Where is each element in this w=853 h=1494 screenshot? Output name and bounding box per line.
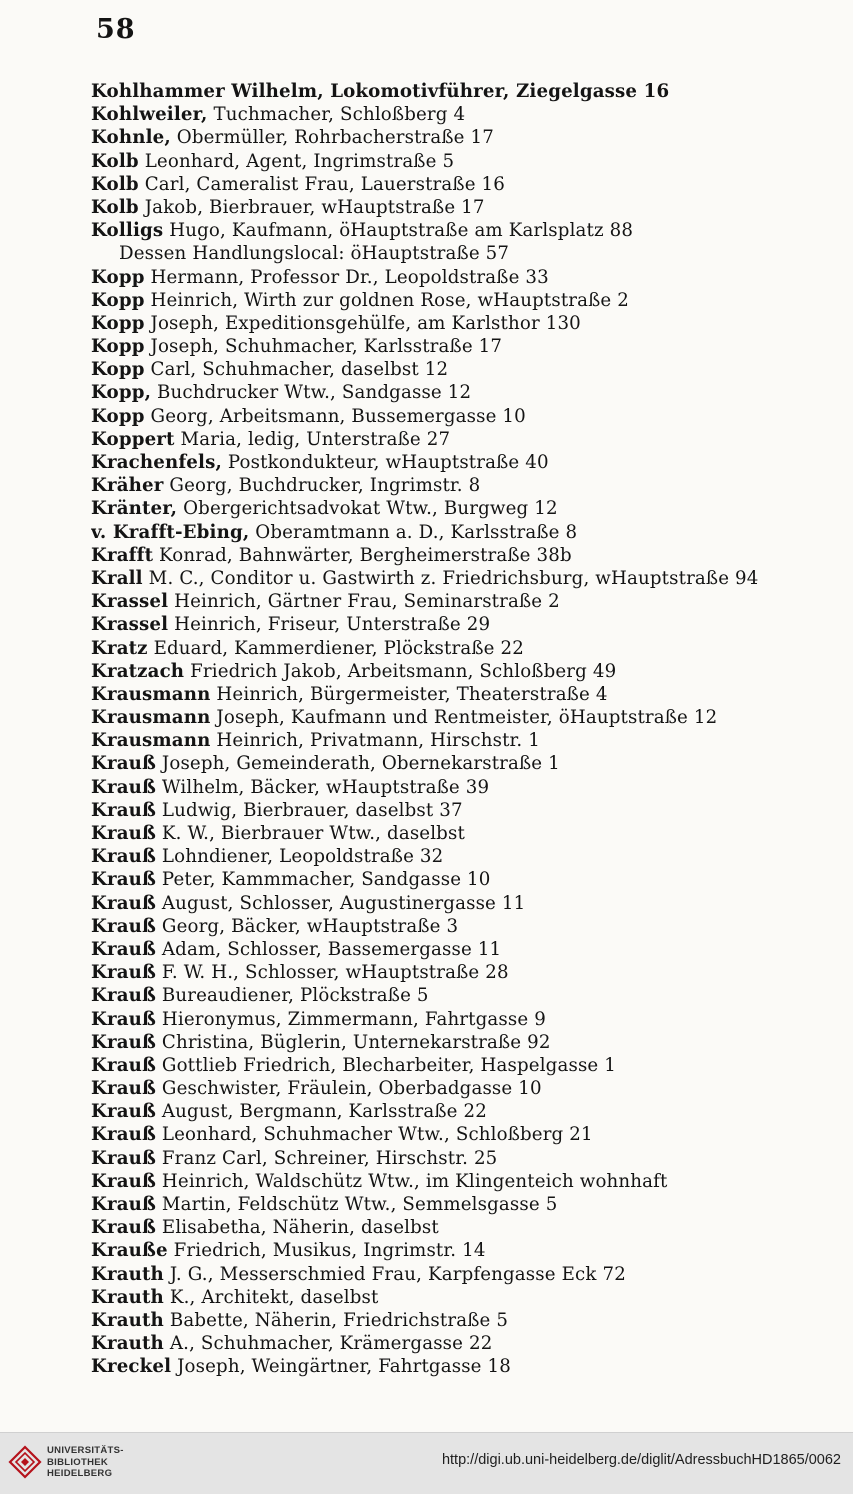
directory-entry bbox=[91, 544, 851, 567]
directory-entry bbox=[91, 126, 851, 149]
directory-entry bbox=[91, 1216, 851, 1239]
directory-entry bbox=[91, 196, 851, 219]
entry-details: Hermann, Professor Dr., Leopoldstraße 33 bbox=[144, 266, 549, 288]
directory-entry bbox=[91, 1100, 851, 1123]
directory-entry bbox=[91, 892, 851, 915]
entry-details: Carl, Cameralist Frau, Lauerstraße 16 bbox=[138, 173, 505, 195]
entry-surname: Krauß bbox=[91, 1031, 156, 1053]
entry-surname: Krauß bbox=[91, 1078, 156, 1100]
entry-surname: Krauß bbox=[91, 1170, 156, 1192]
entry-details: Dessen Handlungslocal: öHauptstraße 57 bbox=[119, 243, 510, 265]
page-number: 58 bbox=[96, 14, 136, 45]
entry-surname: Krachenfels, bbox=[91, 452, 222, 473]
entry-details: Joseph, Gemeinderath, Obernekarstraße 1 bbox=[155, 753, 560, 775]
entry-details: Joseph, Kaufmann und Rentmeister, öHauptstraße 12 bbox=[210, 707, 718, 729]
directory-entry bbox=[91, 289, 851, 312]
entry-details: Peter, Kammmacher, Sandgasse 10 bbox=[155, 869, 491, 891]
directory-entry bbox=[91, 938, 851, 961]
directory-entry bbox=[91, 660, 851, 683]
entry-details: Heinrich, Gärtner Frau, Seminarstraße 2 bbox=[168, 591, 560, 613]
directory-entry bbox=[91, 1123, 851, 1146]
directory-entry bbox=[91, 173, 851, 196]
entry-details: Franz Carl, Schreiner, Hirschstr. 25 bbox=[155, 1147, 498, 1169]
entry-details: Oberamtmann a. D., Karlsstraße 8 bbox=[249, 521, 578, 543]
source-url-link[interactable]: http://digi.ub.uni-heidelberg.de/diglit/AdressbuchHD1865/0062 bbox=[441, 1452, 841, 1468]
entry-details: Wilhelm, Bäcker, wHauptstraße 39 bbox=[155, 776, 490, 798]
entry-surname: Krauth bbox=[91, 1333, 164, 1355]
directory-entry bbox=[91, 752, 851, 775]
entry-details: J. G., Messerschmied Frau, Karpfengasse Eck 72 bbox=[163, 1263, 626, 1285]
directory-entry bbox=[91, 1309, 851, 1332]
entry-surname: Krauß bbox=[91, 846, 156, 868]
entry-surname: Krauß bbox=[91, 799, 156, 821]
entry-surname: Kopp bbox=[91, 289, 145, 311]
directory-entry bbox=[91, 729, 851, 752]
entry-details: Adam, Schlosser, Bassemergasse 11 bbox=[155, 938, 502, 960]
entry-surname: Koppert bbox=[91, 428, 175, 450]
directory-entry bbox=[91, 381, 851, 404]
directory-entry bbox=[91, 428, 851, 451]
directory-entry bbox=[91, 845, 851, 868]
entry-surname: Krauth bbox=[91, 1309, 164, 1331]
directory-entry bbox=[91, 868, 851, 891]
entry-surname: Krauth bbox=[91, 1286, 164, 1308]
directory-entry bbox=[91, 219, 851, 242]
entry-details: Georg, Bäcker, wHauptstraße 3 bbox=[155, 915, 459, 937]
directory-entry bbox=[91, 335, 851, 358]
entry-surname: Krafft bbox=[91, 544, 154, 566]
directory-entry bbox=[91, 799, 851, 822]
directory-entry bbox=[91, 1170, 851, 1193]
directory-entry bbox=[91, 1193, 851, 1216]
entry-details: Heinrich, Waldschütz Wtw., im Klingenteich wohnhaft bbox=[155, 1170, 668, 1192]
entry-surname: Krauß bbox=[91, 962, 156, 984]
entry-details: Heinrich, Bürgermeister, Theaterstraße 4 bbox=[210, 683, 608, 705]
directory-entry bbox=[91, 1263, 851, 1286]
entry-surname: Krauß bbox=[91, 1054, 156, 1076]
entry-surname: Krauß bbox=[91, 938, 156, 960]
entry-surname: v. Krafft-Ebing, bbox=[91, 521, 250, 543]
entry-details: Jakob, Bierbrauer, wHauptstraße 17 bbox=[138, 196, 485, 218]
entry-details: Georg, Arbeitsmann, Bussemergasse 10 bbox=[144, 405, 526, 427]
entry-details: Joseph, Weingärtner, Fahrtgasse 18 bbox=[171, 1356, 511, 1378]
entry-details: Heinrich, Wirth zur goldnen Rose, wHauptstraße 2 bbox=[144, 289, 630, 311]
entry-surname: Krauß bbox=[91, 823, 156, 844]
entry-details: Hieronymus, Zimmermann, Fahrtgasse 9 bbox=[155, 1008, 546, 1030]
directory-entry bbox=[91, 242, 851, 265]
directory-entry bbox=[91, 358, 851, 381]
directory-entry bbox=[91, 706, 851, 729]
directory-entry bbox=[91, 1147, 851, 1170]
entry-details: Martin, Feldschütz Wtw., Semmelsgasse 5 bbox=[155, 1194, 558, 1215]
entry-surname: Krauß bbox=[91, 1217, 156, 1239]
entry-details: Leonhard, Agent, Ingrimstraße 5 bbox=[138, 150, 455, 172]
entry-details: Obergerichtsadvokat Wtw., Burgweg 12 bbox=[177, 498, 558, 520]
directory-entry bbox=[91, 312, 851, 335]
entry-surname: Kohnle, bbox=[91, 127, 171, 149]
entry-details: F. W. H., Schlosser, wHauptstraße 28 bbox=[155, 962, 509, 984]
entry-surname: Krauß bbox=[91, 869, 156, 891]
entry-details: Tuchmacher, Schloßberg 4 bbox=[207, 104, 466, 126]
entry-details: Obermüller, Rohrbacherstraße 17 bbox=[170, 127, 494, 149]
university-library-logo-icon bbox=[8, 1444, 42, 1482]
entry-surname: Krauß bbox=[91, 1008, 156, 1030]
entry-surname: Kolb bbox=[91, 173, 139, 195]
entry-surname: Kopp bbox=[91, 405, 145, 427]
entry-surname: Krauß bbox=[91, 892, 156, 914]
entry-surname: Kratz bbox=[91, 637, 148, 659]
library-name-line: HEIDELBERG bbox=[47, 1468, 113, 1479]
entry-details: Heinrich, Privatmann, Hirschstr. 1 bbox=[210, 730, 540, 752]
library-name bbox=[47, 1445, 124, 1480]
entry-surname: Kopp bbox=[91, 359, 145, 381]
entry-details: M. C., Conditor u. Gastwirth z. Friedrichsburg, wHauptstraße 94 bbox=[142, 567, 759, 589]
directory-entry bbox=[91, 1008, 851, 1031]
library-name-line: BIBLIOTHEK bbox=[47, 1456, 109, 1468]
entry-surname: Kränter, bbox=[91, 498, 178, 520]
entry-details: Maria, ledig, Unterstraße 27 bbox=[174, 428, 451, 450]
entry-surname: Krauß bbox=[91, 1194, 156, 1215]
directory-entry bbox=[91, 590, 851, 613]
entry-details: Elisabetha, Näherin, daselbst bbox=[155, 1217, 439, 1239]
entry-details: K. W., Bierbrauer Wtw., daselbst bbox=[155, 823, 465, 844]
entry-surname: Krauß bbox=[91, 985, 156, 1007]
directory-entry bbox=[91, 822, 851, 845]
directory-entry bbox=[91, 1239, 851, 1262]
directory-entry bbox=[91, 1332, 851, 1355]
entry-details: Christina, Büglerin, Unternekarstraße 92 bbox=[155, 1031, 551, 1053]
entry-details: Lokomotivführer, Ziegelgasse 16 bbox=[323, 81, 670, 102]
directory-entry bbox=[91, 1031, 851, 1054]
entry-details: Hugo, Kaufmann, öHauptstraße am Karlsplatz 88 bbox=[163, 220, 634, 242]
entry-surname: Krausmann bbox=[91, 683, 211, 705]
entry-surname: Krauß bbox=[91, 1101, 156, 1123]
entry-details: Lohndiener, Leopoldstraße 32 bbox=[155, 846, 444, 868]
directory-entry bbox=[91, 80, 851, 103]
directory-entries bbox=[91, 80, 851, 1379]
entry-details: Ludwig, Bierbrauer, daselbst 37 bbox=[155, 799, 463, 821]
footer-bar bbox=[0, 1432, 853, 1494]
entry-details: A., Schuhmacher, Krämergasse 22 bbox=[163, 1333, 493, 1355]
entry-surname: Kopp bbox=[91, 312, 145, 334]
entry-details: Georg, Buchdrucker, Ingrimstr. 8 bbox=[163, 475, 481, 497]
directory-entry bbox=[91, 1077, 851, 1100]
entry-surname: Kolb bbox=[91, 150, 139, 172]
directory-entry bbox=[91, 613, 851, 636]
entry-surname: Kratzach bbox=[91, 660, 185, 682]
entry-details: Leonhard, Schuhmacher Wtw., Schloßberg 21 bbox=[155, 1124, 593, 1146]
library-name-line: UNIVERSITÄTS- bbox=[47, 1445, 124, 1456]
directory-entry bbox=[91, 567, 851, 590]
entry-surname: Krauß bbox=[91, 915, 156, 937]
directory-entry bbox=[91, 103, 851, 126]
directory-entry bbox=[91, 266, 851, 289]
entry-details: Gottlieb Friedrich, Blecharbeiter, Haspelgasse 1 bbox=[155, 1054, 616, 1076]
entry-details: Joseph, Schuhmacher, Karlsstraße 17 bbox=[144, 336, 503, 358]
directory-entry bbox=[91, 1054, 851, 1077]
entry-surname: Krassel bbox=[91, 614, 169, 636]
directory-entry bbox=[91, 405, 851, 428]
entry-surname: Kolligs bbox=[91, 220, 164, 242]
entry-details: Babette, Näherin, Friedrichstraße 5 bbox=[163, 1309, 509, 1331]
directory-entry bbox=[91, 474, 851, 497]
entry-surname: Krauß bbox=[91, 1147, 156, 1169]
entry-details: Postkondukteur, wHauptstraße 40 bbox=[221, 452, 549, 473]
directory-entry bbox=[91, 984, 851, 1007]
entry-surname: Kopp, bbox=[91, 382, 152, 404]
directory-entry bbox=[91, 637, 851, 660]
entry-details: Friedrich, Musikus, Ingrimstr. 14 bbox=[167, 1240, 486, 1262]
entry-surname: Krauth bbox=[91, 1263, 164, 1285]
entry-surname: Krauße bbox=[91, 1240, 168, 1262]
entry-details: Buchdrucker Wtw., Sandgasse 12 bbox=[151, 382, 472, 404]
entry-surname: Kopp bbox=[91, 336, 145, 358]
entry-surname: Krauß bbox=[91, 1124, 156, 1146]
entry-surname: Kopp bbox=[91, 266, 145, 288]
entry-surname: Kolb bbox=[91, 196, 139, 218]
directory-entry bbox=[91, 150, 851, 173]
entry-details: Eduard, Kammerdiener, Plöckstraße 22 bbox=[147, 637, 524, 659]
entry-details: August, Bergmann, Karlsstraße 22 bbox=[155, 1101, 487, 1123]
entry-surname: Krausmann bbox=[91, 730, 211, 752]
directory-entry bbox=[91, 915, 851, 938]
entry-surname: Kohlhammer Wilhelm, bbox=[91, 81, 324, 102]
entry-details: Bureaudiener, Plöckstraße 5 bbox=[155, 985, 429, 1007]
entry-surname: Krauß bbox=[91, 753, 156, 775]
directory-entry bbox=[91, 683, 851, 706]
entry-details: K., Architekt, daselbst bbox=[163, 1286, 379, 1308]
entry-surname: Krall bbox=[91, 567, 143, 589]
directory-entry bbox=[91, 1355, 851, 1378]
directory-entry bbox=[91, 776, 851, 799]
entry-surname: Kräher bbox=[91, 475, 164, 497]
entry-details: Joseph, Expeditionsgehülfe, am Karlsthor 130 bbox=[144, 312, 581, 334]
entry-details: August, Schlosser, Augustinergasse 11 bbox=[155, 892, 526, 914]
directory-entry bbox=[91, 961, 851, 984]
entry-details: Heinrich, Friseur, Unterstraße 29 bbox=[168, 614, 491, 636]
entry-details: Geschwister, Fräulein, Oberbadgasse 10 bbox=[155, 1078, 542, 1100]
entry-surname: Krassel bbox=[91, 591, 169, 613]
entry-surname: Krauß bbox=[91, 776, 156, 798]
entry-details: Friedrich Jakob, Arbeitsmann, Schloßberg 49 bbox=[184, 660, 617, 682]
directory-entry bbox=[91, 451, 851, 474]
entry-surname: Kohlweiler, bbox=[91, 104, 208, 126]
entry-details: Konrad, Bahnwärter, Bergheimerstraße 38b bbox=[153, 544, 572, 566]
directory-entry bbox=[91, 1286, 851, 1309]
directory-entry bbox=[91, 521, 851, 544]
entry-details: Carl, Schuhmacher, daselbst 12 bbox=[144, 359, 449, 381]
entry-surname: Kreckel bbox=[91, 1356, 172, 1378]
directory-entry bbox=[91, 497, 851, 520]
entry-surname: Krausmann bbox=[91, 707, 211, 729]
